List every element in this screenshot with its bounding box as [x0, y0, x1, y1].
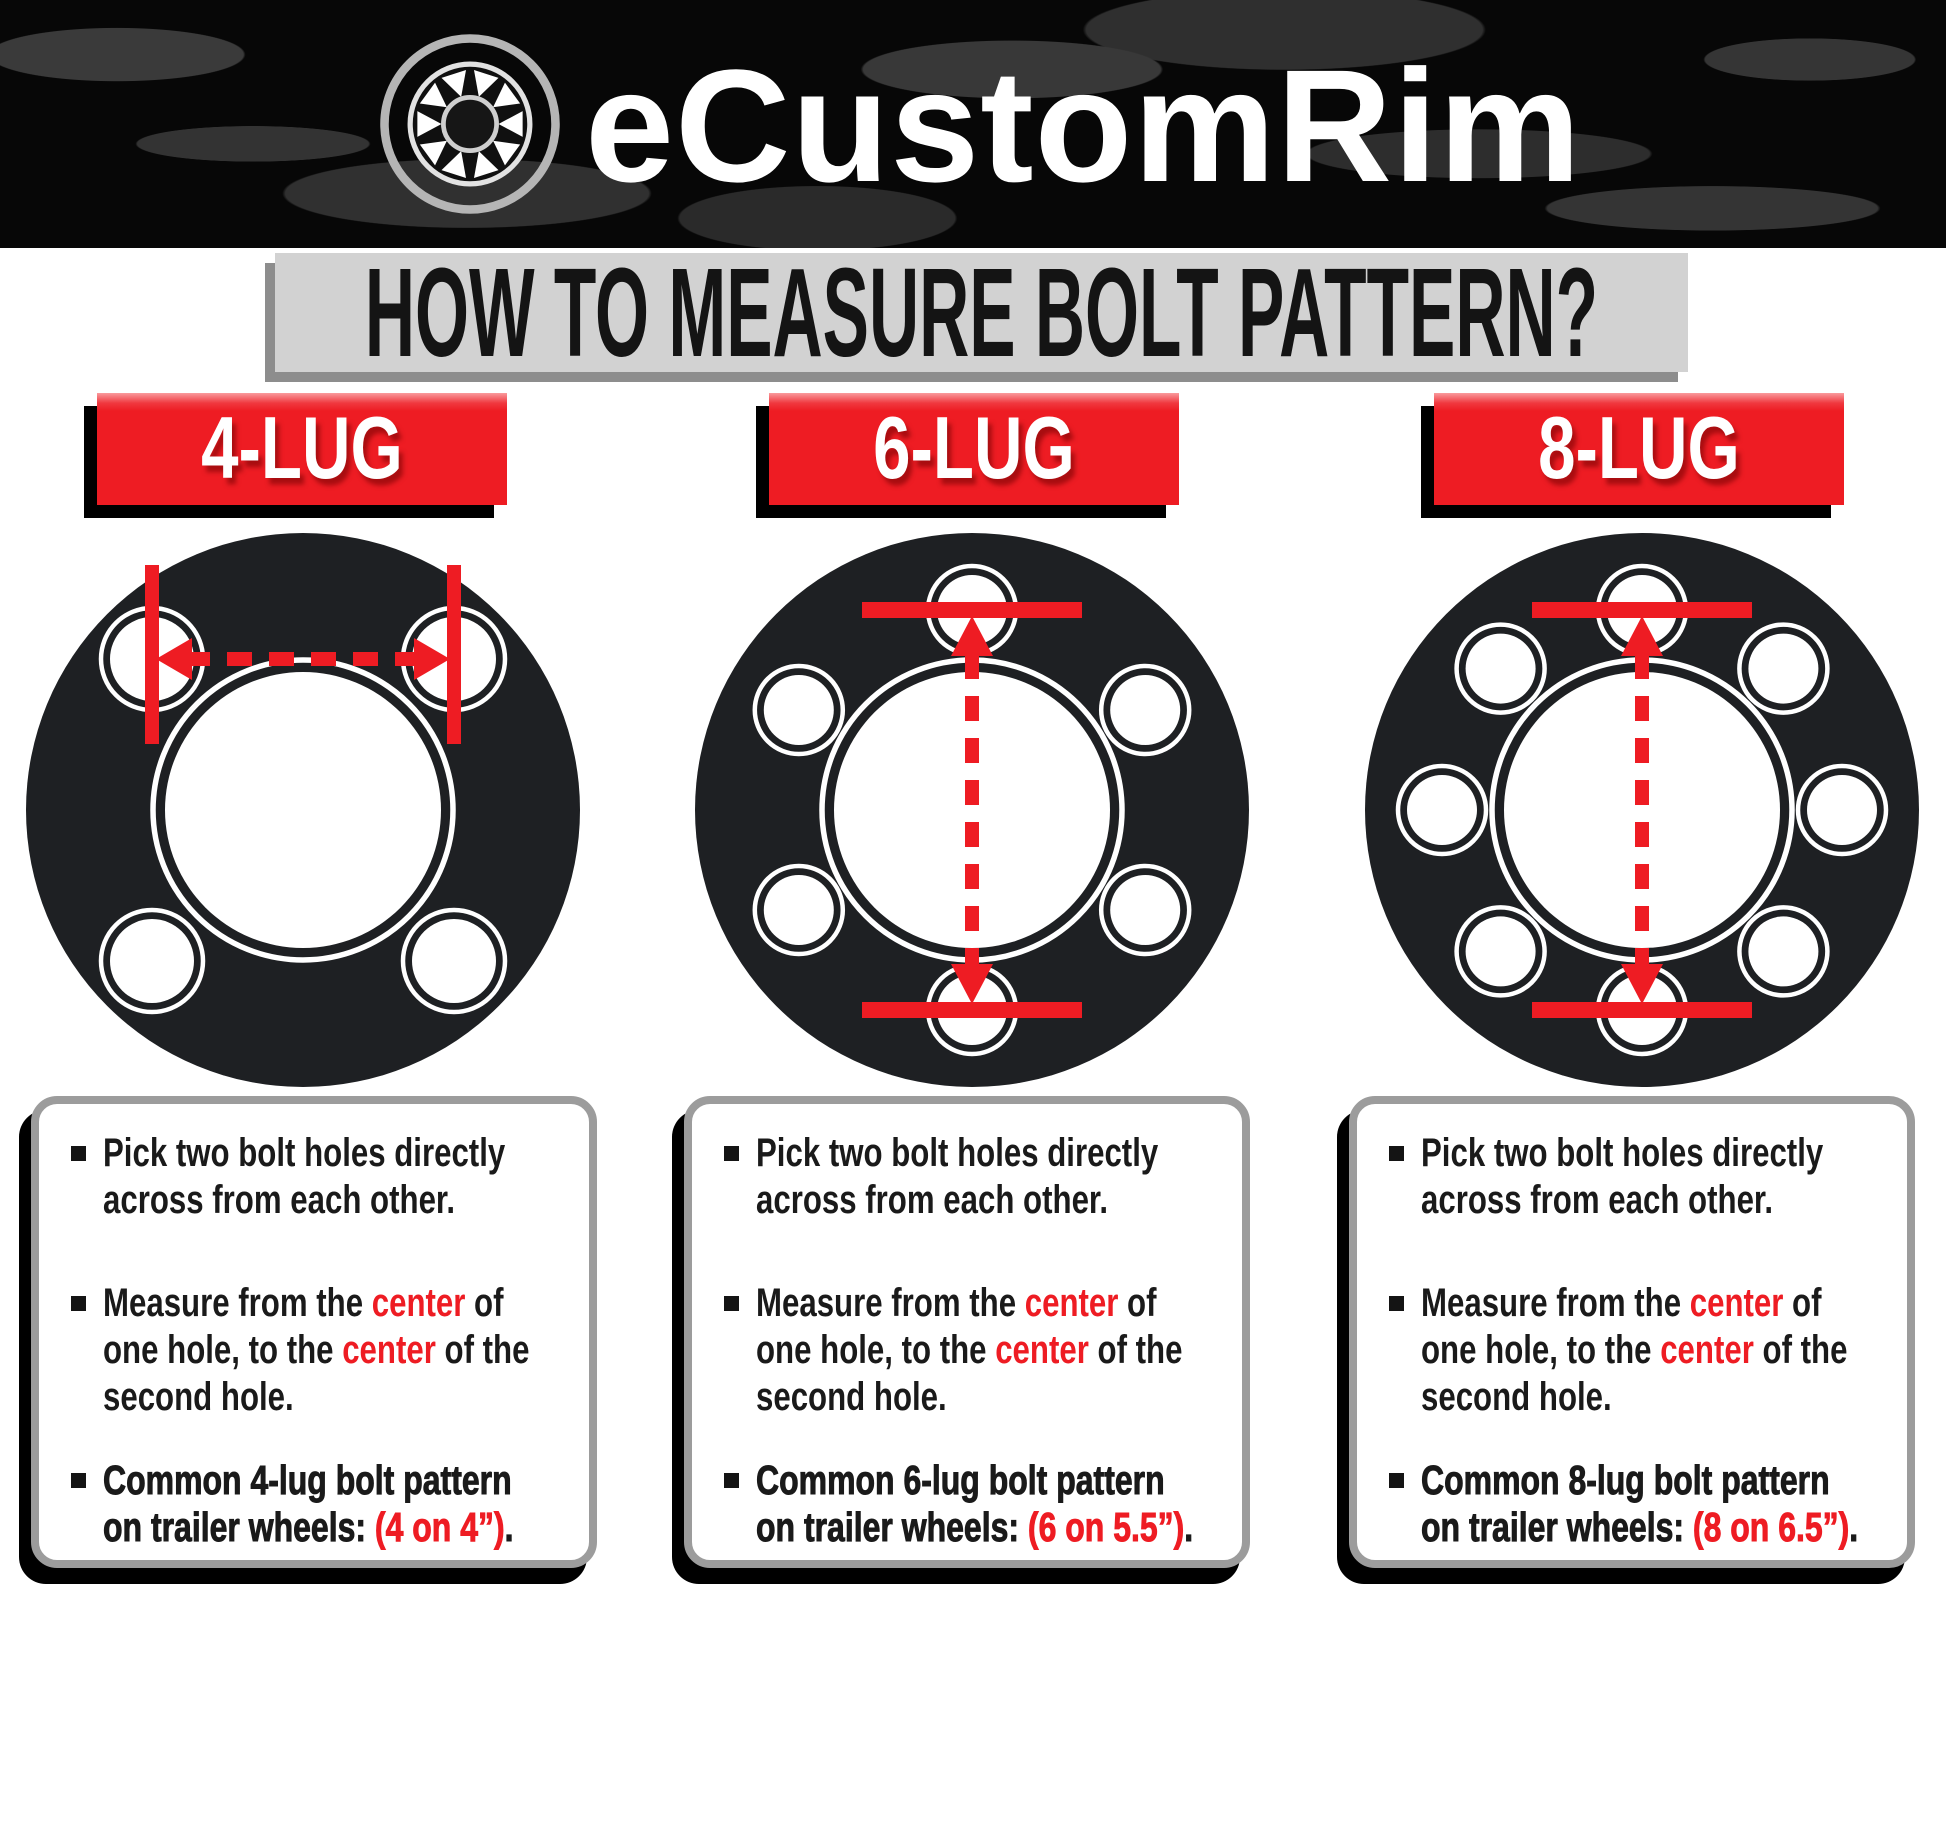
label-6-lug-text: 6-LUG [873, 399, 1075, 498]
bullet-square-icon [1389, 1473, 1404, 1488]
label-8-lug-text: 8-LUG [1538, 399, 1740, 498]
bullet-line: Common 8-lug bolt pattern [1421, 1457, 1830, 1503]
bullet-line: Measure from the center of [103, 1281, 504, 1325]
bullet-line: one hole, to the center of the [103, 1328, 530, 1372]
bullet-line: Pick two bolt holes directly [1421, 1131, 1824, 1175]
brand-name: eCustomRim [585, 36, 1582, 215]
bullet-square-icon [71, 1473, 86, 1488]
bullet-line: Common 4-lug bolt pattern [103, 1457, 512, 1503]
info-box-8-lug [1349, 1096, 1915, 1568]
label-8-lug [1434, 393, 1844, 505]
bullet-pick-holes [71, 1130, 575, 1224]
bullet-line: Common 6-lug bolt pattern [756, 1457, 1165, 1503]
bullet-square-icon [724, 1296, 739, 1311]
bullet-line: second hole. [1421, 1375, 1612, 1419]
bullet-square-icon [724, 1473, 739, 1488]
bullet-line: second hole. [103, 1375, 294, 1419]
page-title: HOW TO MEASURE BOLT PATTERN? [364, 241, 1599, 384]
bullet-measure-center [1389, 1280, 1893, 1421]
wheel-diagram-8-lug [1362, 530, 1922, 1090]
label-4-lug [97, 393, 507, 505]
label-6-lug [769, 393, 1179, 505]
header-band [0, 0, 1946, 248]
label-4-lug-text: 4-LUG [201, 399, 403, 498]
bullet-common-pattern [71, 1457, 575, 1551]
bullet-square-icon [71, 1296, 86, 1311]
bullet-line: across from each other. [756, 1178, 1109, 1222]
bullet-measure-center [724, 1280, 1228, 1421]
bullet-line: Measure from the center of [756, 1281, 1157, 1325]
info-box-6-lug [684, 1096, 1250, 1568]
bullet-line: second hole. [756, 1375, 947, 1419]
title-banner [275, 241, 1688, 384]
info-box-4-lug [31, 1096, 597, 1568]
bullet-square-icon [71, 1146, 86, 1161]
bullet-pick-holes [724, 1130, 1228, 1224]
bullet-line: one hole, to the center of the [756, 1328, 1183, 1372]
wheel-diagram-6-lug [692, 530, 1252, 1090]
wheel-diagram-4-lug [23, 530, 583, 1090]
bullet-line: Measure from the center of [1421, 1281, 1822, 1325]
bullet-line: on trailer wheels: (6 on 5.5”). [756, 1504, 1194, 1550]
bullet-line: one hole, to the center of the [1421, 1328, 1848, 1372]
bullet-line: Pick two bolt holes directly [103, 1131, 506, 1175]
bullet-line: across from each other. [103, 1178, 456, 1222]
bullet-pick-holes [1389, 1130, 1893, 1224]
bullet-square-icon [724, 1146, 739, 1161]
bullet-measure-center [71, 1280, 575, 1421]
bullet-line: Pick two bolt holes directly [756, 1131, 1159, 1175]
bullet-line: across from each other. [1421, 1178, 1774, 1222]
bullet-common-pattern [1389, 1457, 1893, 1551]
bullet-line: on trailer wheels: (4 on 4”). [103, 1504, 514, 1550]
bullet-line: on trailer wheels: (8 on 6.5”). [1421, 1504, 1859, 1550]
wheel-icon [375, 29, 565, 219]
bullet-common-pattern [724, 1457, 1228, 1551]
bullet-square-icon [1389, 1146, 1404, 1161]
bullet-square-icon [1389, 1296, 1404, 1311]
